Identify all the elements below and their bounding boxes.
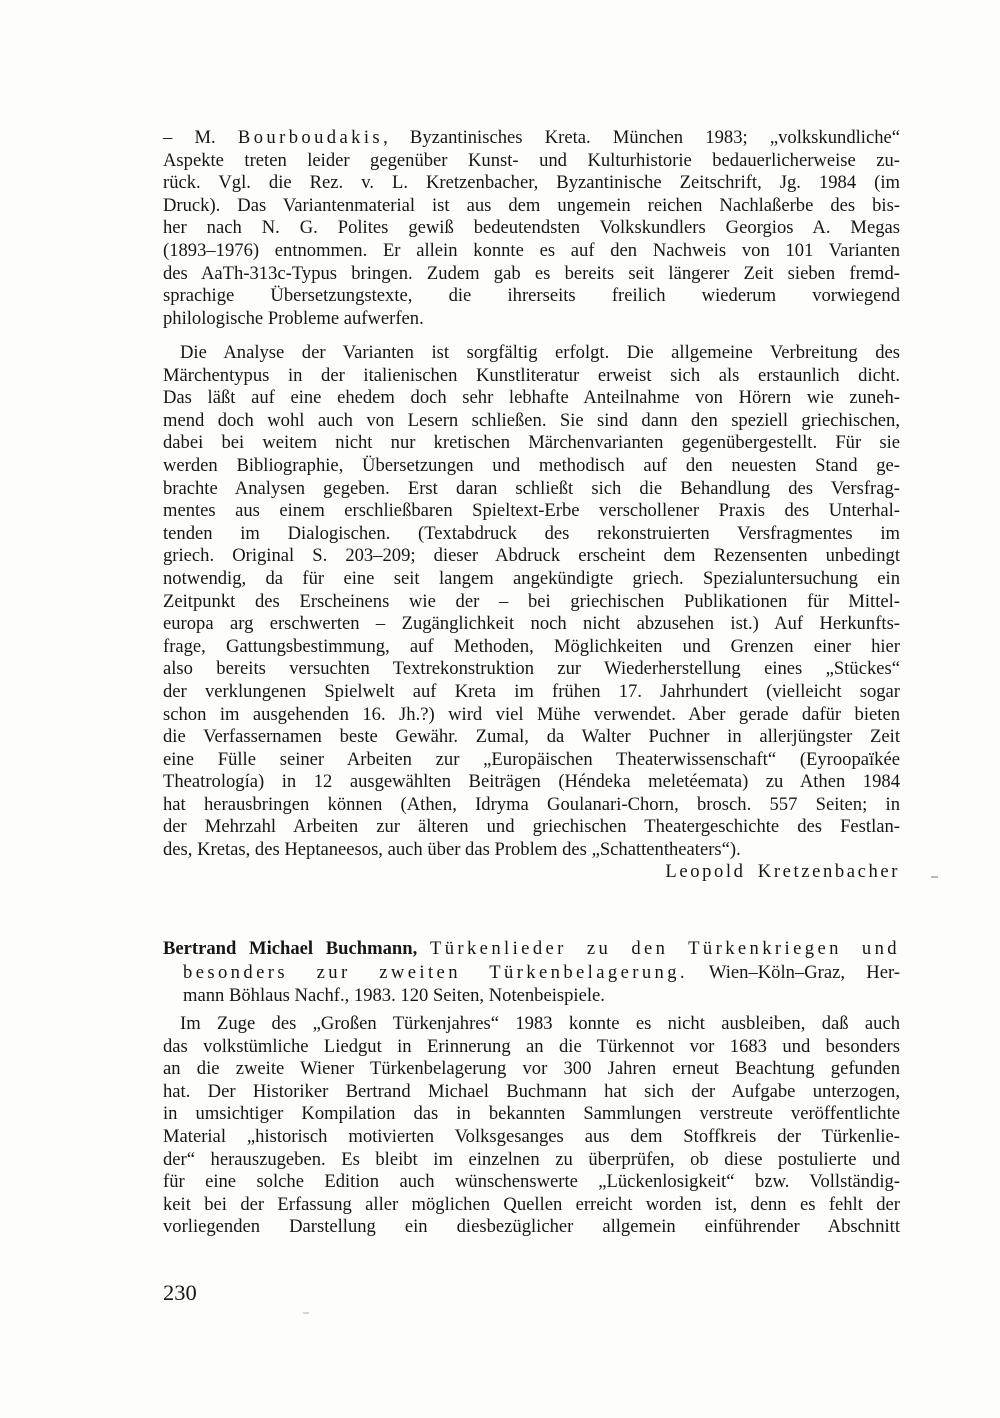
body-text: Märchentypus in der italienischen Kunstliteratur erweist sich als erstaunlich dicht. — [163, 364, 900, 386]
text-line — [163, 658, 900, 681]
reviewer-signature — [163, 861, 900, 884]
text-line — [163, 545, 900, 568]
text-column — [163, 0, 900, 1418]
text-line — [163, 432, 900, 455]
body-text: des AaTh-313c-Typus bringen. Zudem gab es bereits seit längerer Zeit sieben fremd- — [163, 262, 900, 284]
text-line — [163, 308, 900, 331]
text-line — [163, 1194, 900, 1217]
text-line — [163, 839, 900, 862]
book-entry-heading — [163, 937, 900, 1008]
text-line — [163, 1216, 900, 1239]
page-number: 230 — [163, 1280, 197, 1305]
text-line — [163, 1126, 900, 1149]
text-line — [163, 1171, 900, 1194]
body-text: hat. Der Historiker Bertrand Michael Buchmann hat sich der Aufgabe unterzogen, — [163, 1080, 900, 1102]
body-text: für eine solche Edition auch wünschenswerte „Lückenlosigkeit“ bzw. Vollständig- — [163, 1171, 900, 1193]
body-text: der Mehrzahl Arbeiten zur älteren und griechischen Theatergeschichte des Festlan- — [163, 816, 900, 838]
text-line — [163, 613, 900, 636]
text-line — [163, 365, 900, 388]
scan-speck — [931, 876, 938, 878]
book-entry-paragraph — [163, 1013, 900, 1239]
body-text: her nach N. G. Polites gewiß bedeutendsten Volkskundlers Georgios A. Megas — [163, 217, 900, 239]
text-line — [163, 410, 900, 433]
body-text: das volkstümliche Liedgut in Erinnerung an die Türkennot vor 1683 und besonders — [163, 1035, 900, 1057]
text-line — [163, 681, 900, 704]
body-text: Die Analyse der Varianten ist sorgfältig erfolgt. Die allgemeine Verbreitung des — [180, 342, 900, 363]
body-text: keit bei der Erfassung aller möglichen Quellen erreicht worden ist, denn es fehlt der — [163, 1193, 900, 1215]
body-text: Leopold Kretzenbacher — [665, 861, 900, 882]
review-continuation-paragraph — [163, 127, 900, 330]
body-text: Theatrología) in 12 ausgewählten Beiträgen (Héndeka meletéemata) zu Athen 1984 — [163, 771, 900, 793]
body-text: des, Kretas, des Heptaneesos, auch über das Problem des „Schattentheaters“). — [163, 839, 741, 861]
text-line — [163, 478, 900, 501]
text-line — [163, 150, 900, 173]
text-line — [163, 1103, 900, 1126]
body-text: die Verfassernamen beste Gewähr. Zumal, da Walter Puchner in allerjüngster Zeit — [163, 726, 900, 748]
text-line — [163, 1058, 900, 1081]
body-text: in umsichtiger Kompilation das in bekannten Sammlungen verstreute veröffentlichte — [163, 1103, 900, 1125]
text-line — [163, 285, 900, 308]
text-line — [163, 636, 900, 659]
text-line — [163, 217, 900, 240]
text-line — [163, 961, 900, 985]
text-line — [163, 937, 900, 961]
body-text: an die zweite Wiener Türkenbelagerung vor 300 Jahren erneut Beachtung gefunden — [163, 1058, 900, 1080]
body-text: der verklungenen Spielwelt auf Kreta im frühen 17. Jahrhundert (vielleicht sogar — [163, 680, 900, 702]
text-line — [163, 1013, 900, 1036]
text-line — [163, 342, 900, 365]
text-line — [163, 568, 900, 591]
body-text: vorliegenden Darstellung ein diesbezüglicher allgemein einführender Abschnitt — [163, 1216, 900, 1238]
body-text: Wien–Köln–Graz, Her- — [687, 961, 900, 983]
text-line — [163, 726, 900, 749]
body-text: werden Bibliographie, Übersetzungen und methodisch auf den neuesten Stand ge- — [163, 454, 900, 476]
body-text: griech. Original S. 203–209; dieser Abdruck erscheint dem Rezensenten unbedingt — [163, 545, 900, 567]
body-text: hat herausbringen können (Athen, Idryma Goulanari-Chorn, brosch. 557 Seiten; in — [163, 793, 900, 815]
body-text: Material „historisch motivierten Volksgesanges aus dem Stoffkreis der Türkenlie- — [163, 1125, 900, 1147]
text-line — [163, 523, 900, 546]
body-text: Druck). Das Variantenmaterial ist aus dem ungemein reichen Nachlaßerbe des bis- — [163, 194, 900, 216]
body-text: (1893–1976) entnommen. Er allein konnte es auf den Nachweis von 101 Varianten — [163, 239, 900, 261]
body-text: sprachige Übersetzungstexte, die ihrerseits freilich wiederum vorwiegend — [163, 285, 900, 307]
text-line — [163, 1081, 900, 1104]
body-text: Im Zuge des „Großen Türkenjahres“ 1983 konnte es nicht ausbleiben, daß auch — [180, 1013, 900, 1034]
text-line — [163, 263, 900, 286]
body-text: Zeitpunkt des Erscheinens wie der – bei griechischen Publikationen für Mittel- — [163, 590, 900, 612]
body-text: mend doch wohl auch von Lesern schließen. Sie sind dann den speziell griechischen, — [163, 409, 900, 431]
letterspaced-text: Türkenlieder zu den Türkenkriegen und — [429, 938, 900, 959]
text-line — [163, 387, 900, 410]
text-line — [163, 172, 900, 195]
body-text: rück. Vgl. die Rez. v. L. Kretzenbacher, Byzantinische Zeitschrift, Jg. 1984 (im — [163, 172, 900, 194]
letterspaced-text: Bourboudakis — [237, 127, 384, 148]
text-line — [163, 127, 900, 150]
scan-speck — [303, 1312, 309, 1314]
text-line — [163, 240, 900, 263]
body-text: also bereits versuchten Textrekonstruktion zur Wiederherstellung eines „Stückes“ — [163, 658, 900, 680]
body-text: europa arg erschwerten – Zugänglichkeit noch nicht abzusehen ist.) Auf Herkunfts- — [163, 613, 900, 635]
text-line — [163, 984, 900, 1008]
body-text: , Byzantinisches Kreta. München 1983; „volkskundliche“ — [383, 127, 900, 148]
text-line — [163, 749, 900, 772]
body-text: Aspekte treten leider gegenüber Kunst- und Kulturhistorie bedauerlicherweise zu- — [163, 149, 900, 171]
body-text: mann Böhlaus Nachf., 1983. 120 Seiten, Notenbeispiele. — [183, 985, 605, 1007]
text-line — [163, 816, 900, 839]
text-line — [163, 861, 900, 884]
review-body-paragraph — [163, 342, 900, 862]
body-text: schon im ausgehenden 16. Jh.?) wird viel Mühe verwendet. Aber gerade dafür bieten — [163, 703, 900, 725]
body-text: brachte Analysen gegeben. Erst daran schließt sich die Behandlung des Versfrag- — [163, 477, 900, 499]
text-line — [163, 500, 900, 523]
body-text: mentes aus einem erschließbaren Spieltext-Erbe verschollener Praxis des Unterhal- — [163, 500, 900, 522]
text-line — [163, 794, 900, 817]
body-text: eine Fülle seiner Arbeiten zur „Europäischen Theaterwissenschaft“ (Eyroopaïkée — [163, 748, 900, 770]
body-text: frage, Gattungsbestimmung, auf Methoden, Möglichkeiten und Grenzen einer hier — [163, 635, 900, 657]
text-line — [163, 1149, 900, 1172]
body-text: der“ herauszugeben. Es bleibt im einzelnen zu überprüfen, ob diese postulierte und — [163, 1148, 900, 1170]
body-text: Das läßt auf eine ehedem doch sehr lebhafte Anteilnahme von Hörern wie zuneh- — [163, 387, 900, 409]
text-line — [163, 704, 900, 727]
text-line — [163, 591, 900, 614]
bold-text: Bertrand Michael Buchmann, — [163, 938, 430, 959]
body-text: philologische Probleme aufwerfen. — [163, 307, 424, 329]
letterspaced-text: besonders zur zweiten Türkenbelagerung. — [183, 961, 688, 983]
text-line — [163, 195, 900, 218]
text-line — [163, 1036, 900, 1059]
body-text: notwendig, da für eine seit langem angekündigte griech. Spezialuntersuchung ein — [163, 567, 900, 589]
body-text: – M. — [163, 127, 238, 148]
text-line — [163, 455, 900, 478]
body-text: dabei bei weitem nicht nur kretischen Märchenvarianten gegenübergestellt. Für sie — [163, 432, 900, 454]
body-text: tenden im Dialogischen. (Textabdruck des rekonstruierten Versfragmentes im — [163, 522, 900, 544]
text-line — [163, 771, 900, 794]
